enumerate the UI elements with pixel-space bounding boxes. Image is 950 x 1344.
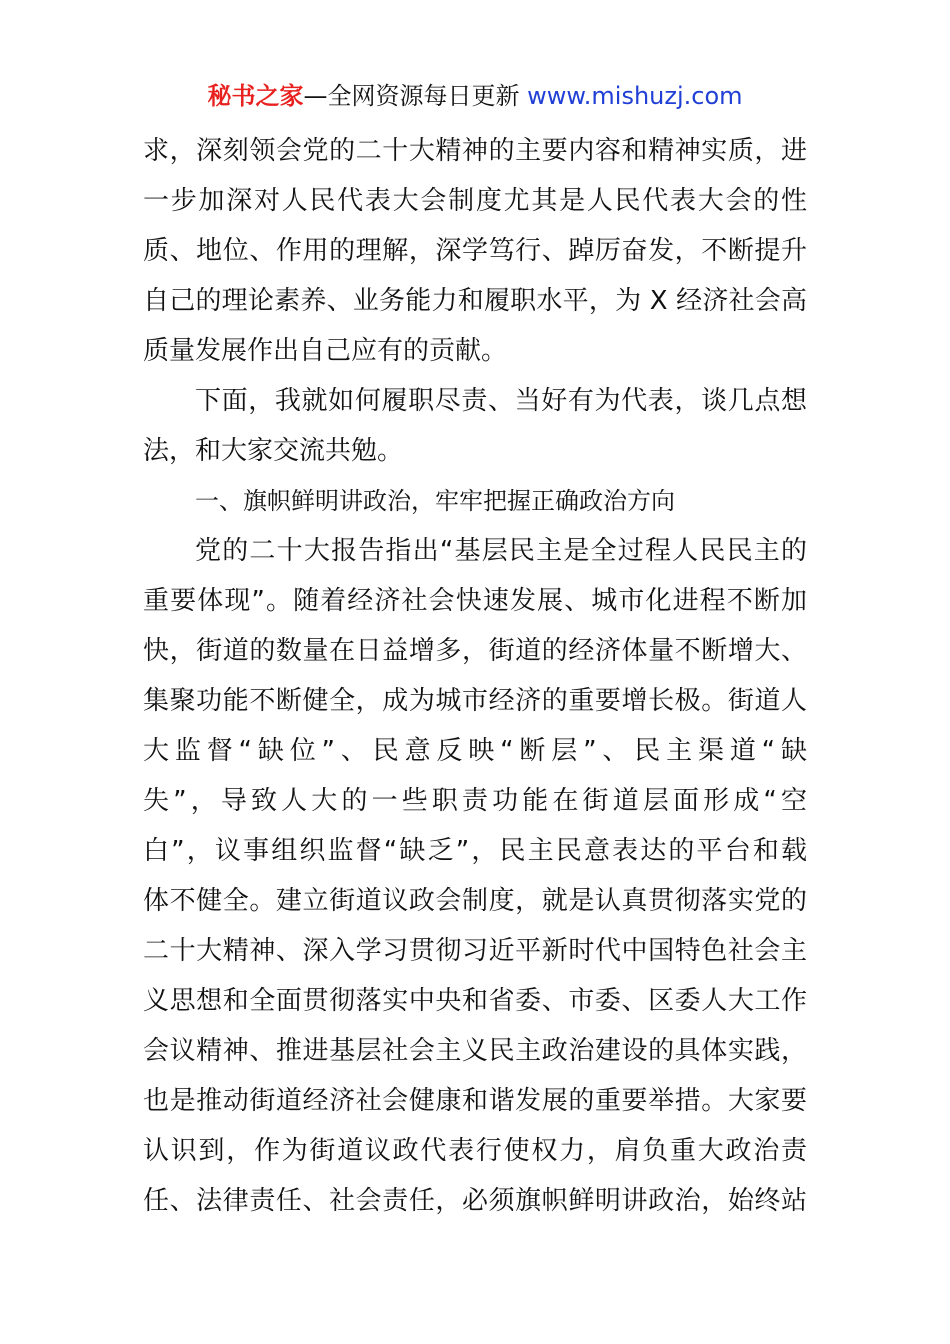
section-heading: 一、旗帜鲜明讲政治，牢牢把握正确政治方向: [195, 487, 675, 515]
text-line: 求，深刻领会党的二十大精神的主要内容和精神实质，进: [143, 136, 807, 166]
text-line: 白”，议事组织监督“缺乏”，民主民意表达的平台和载: [143, 836, 807, 866]
brand-name: 秘书之家: [207, 82, 304, 110]
text-line: 法，和大家交流共勉。: [143, 436, 404, 466]
text-line: 大监督“缺位”、民意反映“断层”、民主渠道“缺: [143, 736, 807, 766]
text-line: 二十大精神、深入学习贯彻习近平新时代中国特色社会主: [143, 936, 807, 966]
text-line: 体不健全。建立街道议政会制度，就是认真贯彻落实党的: [143, 886, 807, 916]
header-tagline: —全网资源每日更新: [303, 82, 528, 110]
text-line: 快，街道的数量在日益增多，街道的经济体量不断增大、: [143, 636, 807, 666]
text-line: 党的二十大报告指出“基层民主是全过程人民民主的: [195, 536, 807, 566]
text-line: 也是推动街道经济社会健康和谐发展的重要举措。大家要: [143, 1086, 807, 1116]
page-header: [0, 80, 950, 112]
text-line: 质、地位、作用的理解，深学笃行、踔厉奋发，不断提升: [143, 236, 807, 266]
text-line: 重要体现”。随着经济社会快速发展、城市化进程不断加: [143, 586, 807, 616]
text-line: 认识到，作为街道议政代表行使权力，肩负重大政治责: [143, 1136, 807, 1166]
text-line: 任、法律责任、社会责任，必须旗帜鲜明讲政治，始终站: [143, 1186, 807, 1216]
text-line: 自己的理论素养、业务能力和履职水平，为 X 经济社会高: [143, 286, 807, 316]
text-line: 会议精神、推进基层社会主义民主政治建设的具体实践，: [143, 1036, 807, 1066]
text-line: 集聚功能不断健全，成为城市经济的重要增长极。街道人: [143, 686, 807, 716]
text-line: 义思想和全面贯彻落实中央和省委、市委、区委人大工作: [143, 986, 807, 1016]
text-line: 失”，导致人大的一些职责功能在街道层面形成“空: [143, 786, 807, 816]
text-line: 下面，我就如何履职尽责、当好有为代表，谈几点想: [195, 386, 807, 416]
text-line: 一步加深对人民代表大会制度尤其是人民代表大会的性: [143, 186, 807, 216]
website-url: www.mishuzj.com: [527, 82, 743, 110]
document-body: [143, 126, 807, 1226]
text-line: 质量发展作出自己应有的贡献。: [143, 336, 508, 366]
